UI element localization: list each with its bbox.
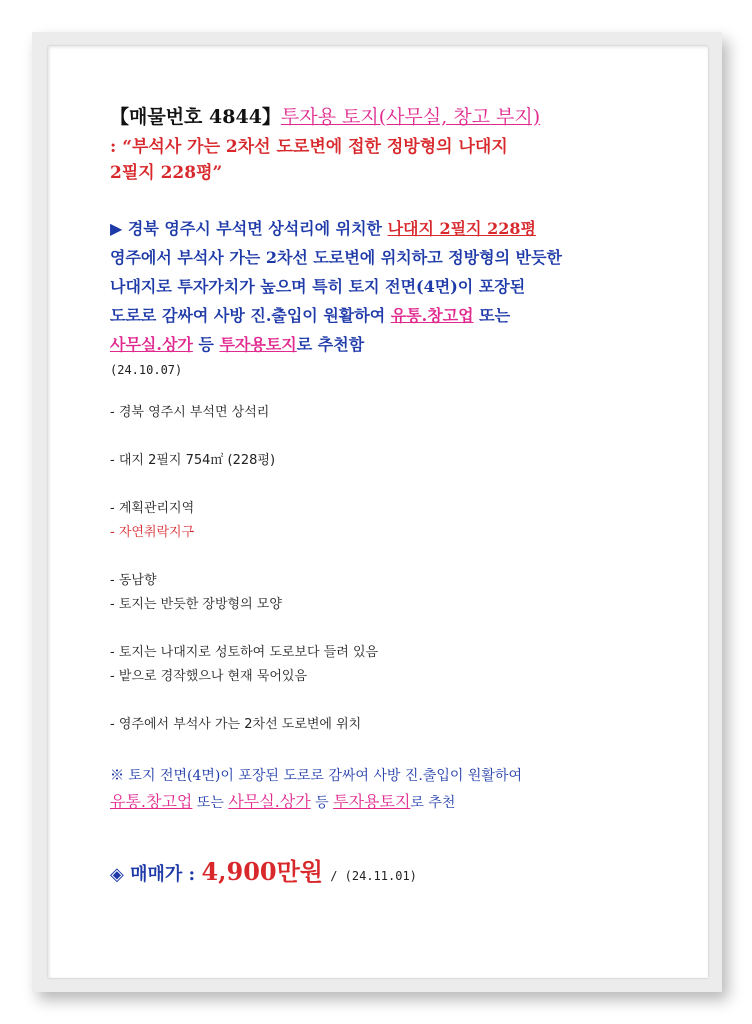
detail-shape: - 토지는 반듯한 장방형의 모양 [110, 597, 282, 612]
detail-direction: - 동남향 [110, 573, 157, 588]
listing-category: 투자용 토지(사무실, 창고 부지) [280, 106, 541, 128]
listing-title [110, 104, 670, 130]
detail-road: - 영주에서 부석사 가는 2차선 도로변에 위치 [110, 717, 362, 732]
intro-text: 또는 [473, 306, 511, 325]
intro-line-1 [110, 214, 670, 243]
note-line-2 [110, 789, 670, 816]
highlight-office: 사무실.상가 [228, 792, 311, 811]
recommendation-note [110, 763, 670, 816]
note-text: 로 추천 [410, 795, 456, 811]
arrow-icon: ▶ [110, 219, 123, 238]
detail-district: - 자연취락지구 [110, 525, 195, 540]
detail-use: - 밭으로 경작했으나 현재 묵어있음 [110, 669, 308, 684]
headline-line-1: : “부석사 가는 2차선 도로변에 접한 정방형의 나대지 [110, 137, 508, 157]
intro-line-2: 영주에서 부석사 가는 2차선 도로변에 위치하고 정방형의 반듯한 [110, 248, 562, 267]
photo-frame [32, 32, 722, 992]
highlight-investment: 투자용토지 [333, 792, 411, 811]
detail-zoning: - 계획관리지역 [110, 501, 195, 516]
detail-area: - 대지 2필지 754㎡ (228평) [110, 453, 276, 468]
intro-text: 등 [192, 335, 220, 354]
intro-text: 경북 영주시 부석면 상석리에 위치한 [127, 219, 388, 238]
note-text: 등 [310, 795, 334, 811]
intro-text: 도로로 감싸여 사방 진.출입이 원활하여 [110, 306, 391, 325]
intro-line-3: 나대지로 투자가치가 높으며 특히 토지 전면(4면)이 포장된 [110, 277, 526, 296]
intro-text: 로 추천함 [296, 335, 365, 354]
intro-paragraph [110, 214, 670, 359]
detail-fill: - 토지는 나대지로 성토하여 도로보다 들려 있음 [110, 645, 379, 660]
intro-line-4 [110, 301, 670, 330]
intro-date: (24.10.07) [110, 363, 183, 377]
note-line-1: ※ 토지 전면(4면)이 포장된 도로로 감싸여 사방 진.출입이 원활하여 [110, 768, 522, 784]
listing-number: 【매물번호 4844】 [110, 106, 281, 128]
intro-line-5 [110, 330, 670, 359]
price-label: ◈ 매매가 : [110, 864, 202, 885]
price-date: / (24.11.01) [322, 869, 417, 883]
note-text: 또는 [192, 795, 229, 811]
price-amount: 4,900만원 [201, 857, 323, 886]
highlight-logistics: 유통.창고업 [390, 306, 474, 325]
detail-location: - 경북 영주시 부석면 상석리 [110, 405, 270, 420]
highlight-logistics: 유통.창고업 [110, 792, 193, 811]
highlight-office: 사무실.상가 [110, 335, 193, 354]
headline-line-2: 2필지 228평” [110, 163, 223, 183]
highlight-land-size: 나대지 2필지 228평 [387, 219, 537, 238]
price-line [110, 856, 670, 892]
document-paper [48, 46, 708, 978]
highlight-investment: 투자용토지 [219, 335, 297, 354]
listing-content [110, 104, 670, 892]
